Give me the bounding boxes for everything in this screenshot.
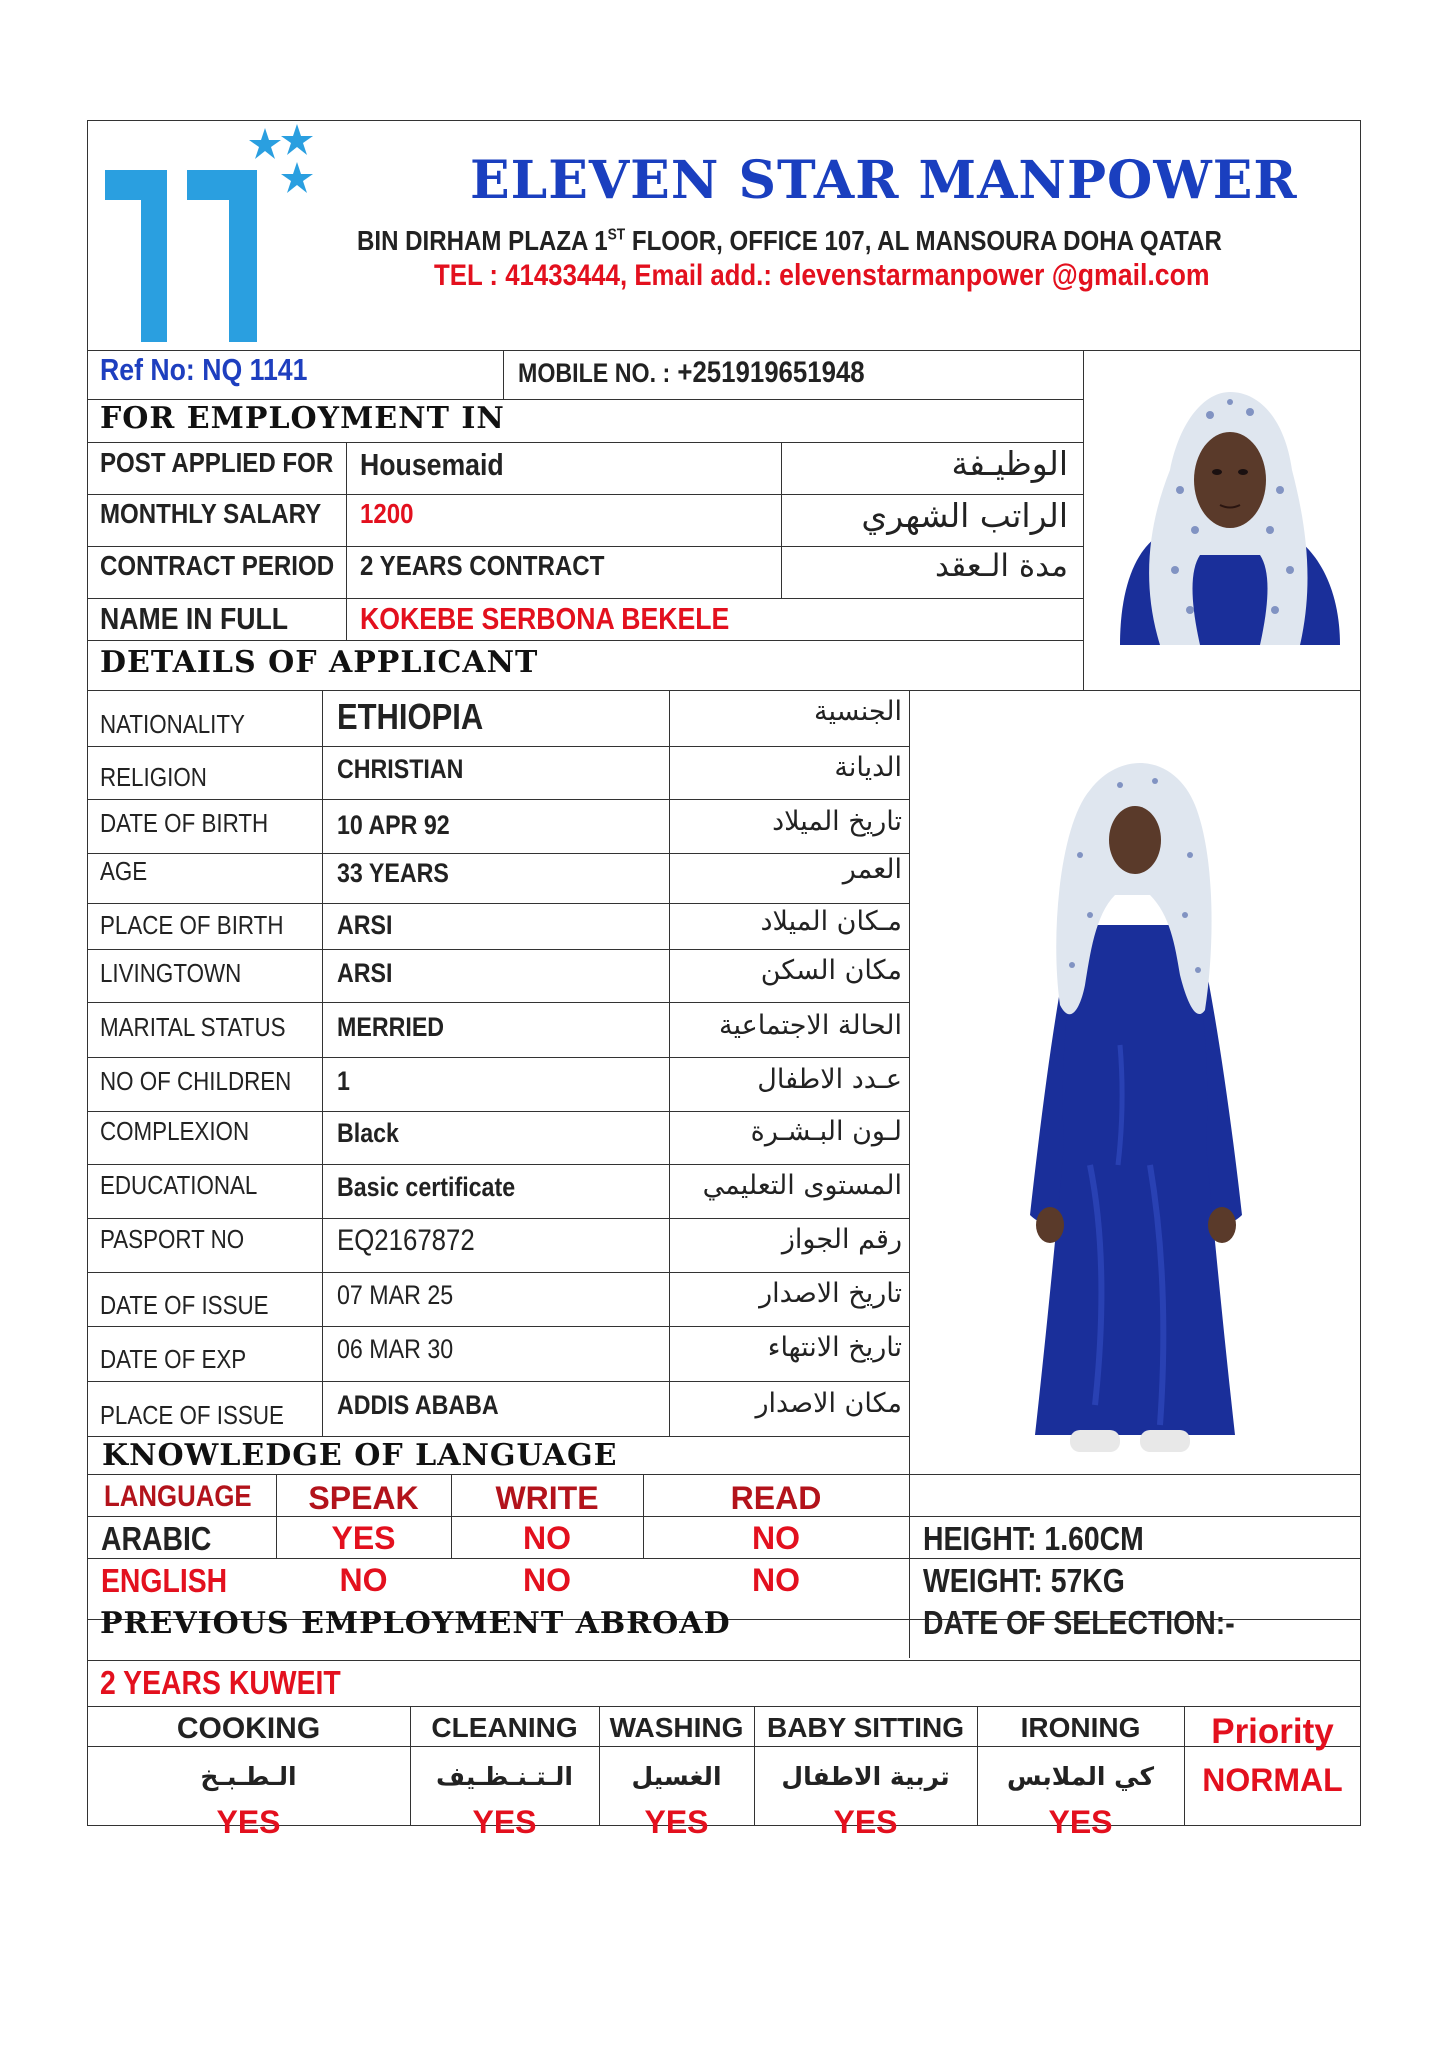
detail-arabic: تاريخ الانتهاء [767, 1332, 902, 1363]
salary-value: 1200 [360, 498, 414, 529]
detail-arabic: مـكان الميلاد [760, 906, 902, 937]
language-header: LANGUAGE [104, 1480, 252, 1513]
detail-arabic: الجنسية [813, 696, 902, 727]
detail-arabic: الديانة [834, 752, 902, 783]
company-address [357, 225, 1222, 257]
ref-label: Ref No: [100, 352, 195, 387]
skill-header: COOKING [176, 1712, 321, 1745]
skill-header: WASHING [609, 1712, 744, 1743]
detail-label: RELIGION [100, 762, 207, 792]
employment-value: Housemaid [360, 447, 504, 482]
detail-label: LIVINGTOWN [100, 958, 242, 988]
employment-value: 2 YEARS CONTRACT [360, 550, 605, 581]
mobile-label: MOBILE NO. : [518, 358, 671, 388]
detail-arabic: الحالة الاجتماعية [719, 1010, 902, 1041]
detail-value: 10 APR 92 [337, 810, 450, 840]
detail-label: PLACE OF ISSUE [100, 1400, 284, 1430]
ref-number [100, 352, 307, 388]
skill-arabic: الـتـنـظـيف [436, 1762, 573, 1791]
email-link[interactable]: elevenstarmanpower @gmail.com [779, 257, 1210, 292]
detail-arabic: العمر [842, 854, 902, 885]
speak-value: YES [331, 1520, 396, 1556]
ref-value: NQ 1141 [202, 352, 308, 387]
detail-label: COMPLEXION [100, 1116, 250, 1146]
previous-heading: PREVIOUS EMPLOYMENT ABROAD [100, 1606, 731, 1641]
write-value: NO [523, 1520, 571, 1556]
detail-arabic: لـون البـشـرة [750, 1116, 902, 1147]
previous-value: 2 YEARS KUWEIT [100, 1664, 341, 1701]
skill-arabic: كي الملابس [1007, 1762, 1154, 1791]
skill-arabic: الغسيل [631, 1762, 722, 1791]
detail-arabic: مكان السكن [760, 955, 902, 986]
mobile-number [518, 356, 865, 390]
language-heading: KNOWLEDGE OF LANGUAGE [102, 1438, 618, 1473]
skill-header: BABY SITTING [766, 1712, 965, 1743]
detail-value: 06 MAR 30 [337, 1334, 454, 1364]
address-part1: BIN DIRHAM PLAZA 1 [357, 225, 608, 256]
priority-value: NORMAL [1202, 1762, 1343, 1798]
employment-label: POST APPLIED FOR [100, 447, 334, 478]
detail-value: ARSI [337, 958, 393, 988]
skill-value: YES [644, 1804, 709, 1840]
detail-value: ADDIS ABABA [337, 1390, 499, 1420]
skill-value: YES [216, 1804, 281, 1840]
detail-label: DATE OF ISSUE [100, 1290, 269, 1320]
employment-heading: FOR EMPLOYMENT IN [100, 401, 505, 436]
priority-label: Priority [1211, 1712, 1334, 1751]
speak-value: NO [339, 1562, 388, 1598]
detail-label: DATE OF EXP [100, 1344, 247, 1374]
portrait-photo [1100, 380, 1350, 645]
employment-label: MONTHLY SALARY [100, 498, 322, 529]
mobile-value: +251919651948 [677, 356, 865, 389]
skill-value: YES [833, 1804, 898, 1840]
skill-value: YES [472, 1804, 537, 1840]
address-part2: FLOOR, OFFICE 107, AL MANSOURA DOHA QATAR [625, 225, 1222, 256]
detail-label: PLACE OF BIRTH [100, 910, 284, 940]
employment-arabic: مدة الـعقد [934, 548, 1068, 584]
detail-value: MERRIED [337, 1012, 445, 1042]
detail-label: AGE [100, 856, 148, 886]
full-body-photo [1000, 745, 1270, 1460]
detail-arabic: تاريخ الاصدار [759, 1278, 902, 1309]
employment-arabic: الراتب الشهري [861, 496, 1068, 535]
detail-value: 07 MAR 25 [337, 1280, 454, 1310]
company-contact [434, 257, 1210, 293]
detail-arabic: رقم الجواز [781, 1224, 902, 1255]
skill-arabic: الـطـبـخ [200, 1762, 297, 1791]
detail-label: NATIONALITY [100, 709, 245, 739]
read-value: NO [752, 1520, 800, 1556]
language-name: ENGLISH [101, 1562, 228, 1599]
detail-value: EQ2167872 [337, 1224, 475, 1257]
skill-header: IRONING [1020, 1712, 1141, 1743]
weight-value: WEIGHT: 57KG [923, 1562, 1125, 1599]
detail-arabic: تاريخ الميلاد [772, 806, 902, 837]
employment-arabic: الوظيـفة [951, 444, 1068, 483]
height-value: HEIGHT: 1.60CM [923, 1520, 1144, 1557]
read-value: NO [752, 1562, 800, 1598]
skill-header: CLEANING [431, 1712, 578, 1743]
detail-label: PASPORT NO [100, 1224, 245, 1254]
name-value: KOKEBE SERBONA BEKELE [360, 601, 730, 636]
detail-label: MARITAL STATUS [100, 1012, 286, 1042]
language-header: SPEAK [308, 1480, 419, 1516]
employment-label: CONTRACT PERIOD [100, 550, 335, 581]
write-value: NO [523, 1562, 571, 1598]
skill-arabic: تربية الاطفال [781, 1762, 950, 1791]
detail-label: NO OF CHILDREN [100, 1066, 292, 1096]
detail-value: ETHIOPIA [337, 696, 484, 737]
detail-value: 33 YEARS [337, 858, 449, 888]
language-header: READ [730, 1480, 822, 1516]
detail-arabic: مكان الاصدار [755, 1388, 902, 1419]
detail-value: CHRISTIAN [337, 754, 464, 784]
name-label: NAME IN FULL [100, 601, 289, 636]
detail-value: 1 [337, 1066, 350, 1096]
language-header: WRITE [495, 1480, 599, 1516]
detail-arabic: المستوى التعليمي [702, 1170, 902, 1201]
detail-value: Black [337, 1118, 399, 1148]
detail-label: DATE OF BIRTH [100, 808, 269, 838]
contact-prefix: TEL : 41433444, Email add.: [434, 259, 780, 292]
details-heading: DETAILS OF APPLICANT [100, 645, 539, 680]
address-sup: ST [607, 226, 626, 244]
detail-value: Basic certificate [337, 1172, 516, 1202]
company-name: ELEVEN STAR MANPOWER [470, 150, 1298, 211]
date-of-selection: DATE OF SELECTION:- [923, 1604, 1235, 1641]
skill-value: YES [1048, 1804, 1113, 1840]
detail-label: EDUCATIONAL [100, 1170, 258, 1200]
detail-value: ARSI [337, 910, 393, 940]
language-name: ARABIC [101, 1520, 212, 1557]
detail-arabic: عـدد الاطفال [757, 1064, 902, 1095]
